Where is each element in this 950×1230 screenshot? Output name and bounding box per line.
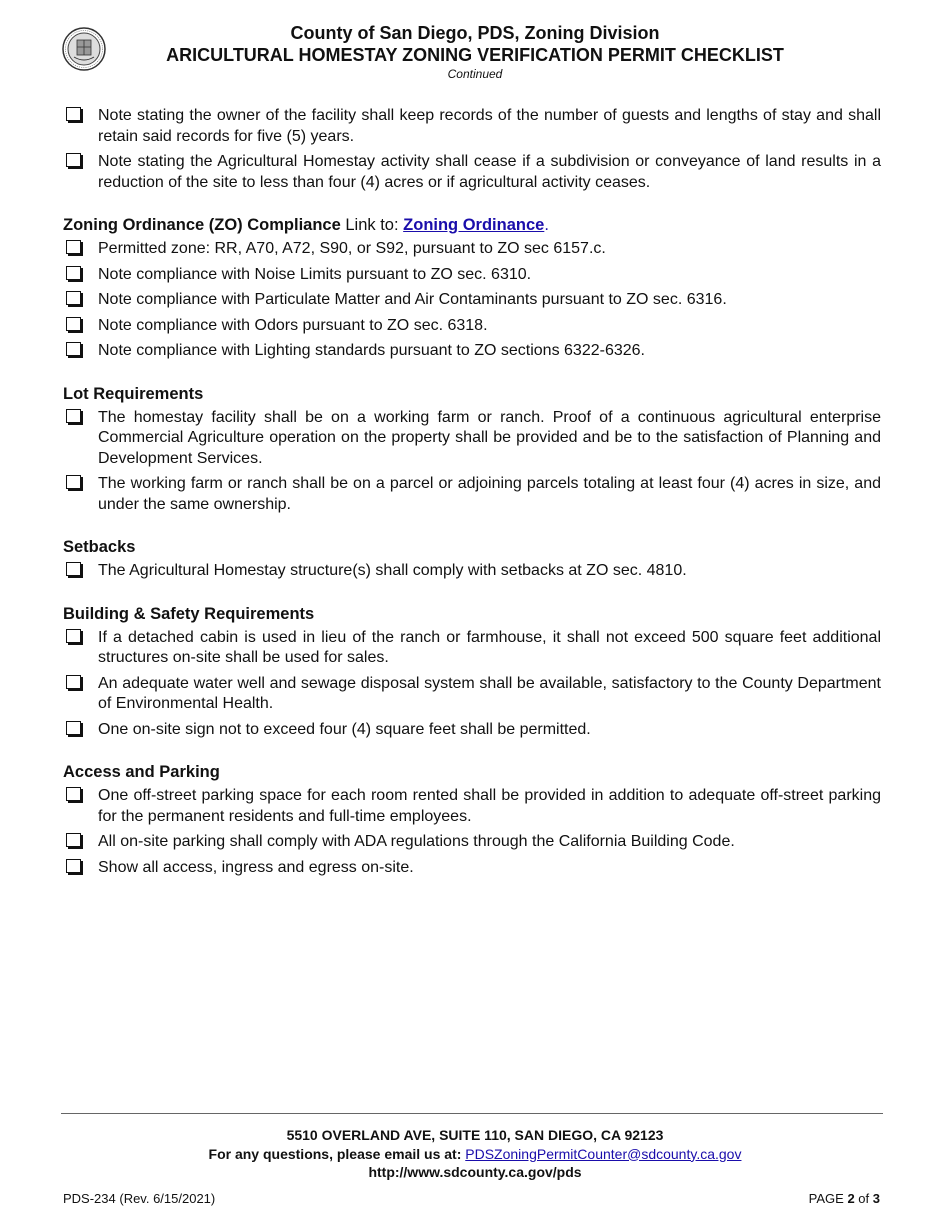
section-heading-lot-requirements: Lot Requirements [63,384,204,403]
checklist-item [63,106,881,147]
section-heading-access-parking: Access and Parking [63,763,220,781]
checkbox[interactable] [66,153,81,167]
checkbox[interactable] [66,833,81,847]
checklist-item [63,720,881,741]
link-tail: . [544,216,549,234]
section-heading-text: Zoning Ordinance (ZO) Compliance [63,216,341,234]
zoning-ordinance-link[interactable]: Zoning Ordinance [403,216,545,234]
form-number: PDS-234 (Rev. 6/15/2021) [63,1191,216,1206]
checklist-item [63,674,881,715]
checklist-item-text: Note compliance with Noise Limits pursuant to ZO sec. 6310. [98,265,532,283]
page-total: 3 [872,1191,880,1206]
page-of: of [858,1191,870,1206]
checklist-item [63,152,881,193]
checklist-item [63,265,881,286]
checklist-item-text: Note compliance with Particulate Matter and Air Contaminants pursuant to ZO sec. 6316. [98,291,727,308]
checkbox[interactable] [66,107,81,121]
checkbox[interactable] [66,409,81,423]
checklist-item [63,561,881,582]
checklist-item [63,239,881,260]
checklist-item [63,786,881,827]
checklist-item-text: Note compliance with Lighting standards pursuant to ZO sections 6322-6326. [98,342,645,359]
checklist-item-text: Note compliance with Odors pursuant to ZO sec. 6318. [98,316,488,334]
header-title-line2: ARICULTURAL HOMESTAY ZONING VERIFICATION PERMIT CHECKLIST [166,45,784,65]
checklist-item [63,341,881,362]
footer-divider [61,1113,883,1114]
checkbox[interactable] [66,675,81,689]
checkbox[interactable] [66,291,81,305]
section-heading-setbacks: Setbacks [63,538,136,556]
checkbox[interactable] [66,562,81,576]
checkbox[interactable] [66,629,81,643]
link-prefix: Link to: [345,216,399,234]
checkbox[interactable] [66,266,81,280]
checklist-item [63,858,881,879]
checklist-item-text: One on-site sign not to exceed four (4) square feet shall be permitted. [98,720,591,738]
checklist-item-text: The working farm or ranch shall be on a parcel or adjoining parcels totaling at least four (4) acres in size, and under the same ownership. [98,475,881,513]
checkbox[interactable] [66,787,81,801]
checklist-item [63,408,881,470]
footer-website: http://www.sdcounty.ca.gov/pds [368,1164,582,1180]
checklist-item-text: Show all access, ingress and egress on-site. [98,858,414,876]
footer-address: 5510 OVERLAND AVE, SUITE 110, SAN DIEGO, CA 92123 [286,1127,664,1143]
checklist-item [63,832,881,853]
checklist-item [63,290,881,311]
checkbox[interactable] [66,342,81,356]
checkbox[interactable] [66,859,81,873]
checklist-item-text: All on-site parking shall comply with ADA regulations through the California Building Code. [98,833,735,850]
footer-email-prefix: For any questions, please email us at: [208,1145,462,1162]
page-prefix: PAGE [808,1191,844,1206]
checklist-item-text: If a detached cabin is used in lieu of the ranch or farmhouse, it shall not exceed 500 square feet additional structures on-site shall be used for sales. [98,628,881,666]
checklist-item-text: The Agricultural Homestay structure(s) shall comply with setbacks at ZO sec. 4810. [98,562,687,579]
checklist-item [63,474,881,515]
footer-email-link[interactable]: PDSZoningPermitCounter@sdcounty.ca.gov [465,1145,742,1162]
page-header [0,22,950,82]
page-number [809,1191,880,1206]
checklist-item [63,628,881,669]
checkbox[interactable] [66,240,81,254]
page-current: 2 [847,1191,855,1206]
header-subtitle: Continued [447,67,503,81]
page-footer [0,1126,950,1182]
checklist-item-text: Permitted zone: RR, A70, A72, S90, or S92, pursuant to ZO sec 6157.c. [98,240,606,257]
checklist-item [63,316,881,337]
checklist-item-text: Note stating the owner of the facility shall keep records of the number of guests and lengths of stay and shall retain said records for five (5) years. [98,107,881,145]
checkbox[interactable] [66,721,81,735]
checklist-content [63,106,881,883]
checklist-item-text: Note stating the Agricultural Homestay activity shall cease if a subdivision or conveyance of land results in a reduction of the site to less than four (4) acres or if agricultural activity ceases. [98,153,881,191]
checklist-item-text: An adequate water well and sewage disposal system shall be available, satisfactory to the County Department of Environmental Health. [98,674,881,712]
header-title-line1: County of San Diego, PDS, Zoning Division [290,23,660,43]
checklist-item-text: One off-street parking space for each room rented shall be provided in addition to adequate off-street parking for the permanent residents and full-time employees. [98,787,881,825]
section-heading-building-safety: Building & Safety Requirements [63,604,315,623]
section-heading-zoning-ordinance [63,215,881,236]
checkbox[interactable] [66,475,81,489]
checkbox[interactable] [66,317,81,331]
checklist-item-text: The homestay facility shall be on a working farm or ranch. Proof of a continuous agricultural enterprise Commercial Agriculture operation on the property shall be provided and be to the satisfaction of Planning and Development Services. [98,408,881,467]
